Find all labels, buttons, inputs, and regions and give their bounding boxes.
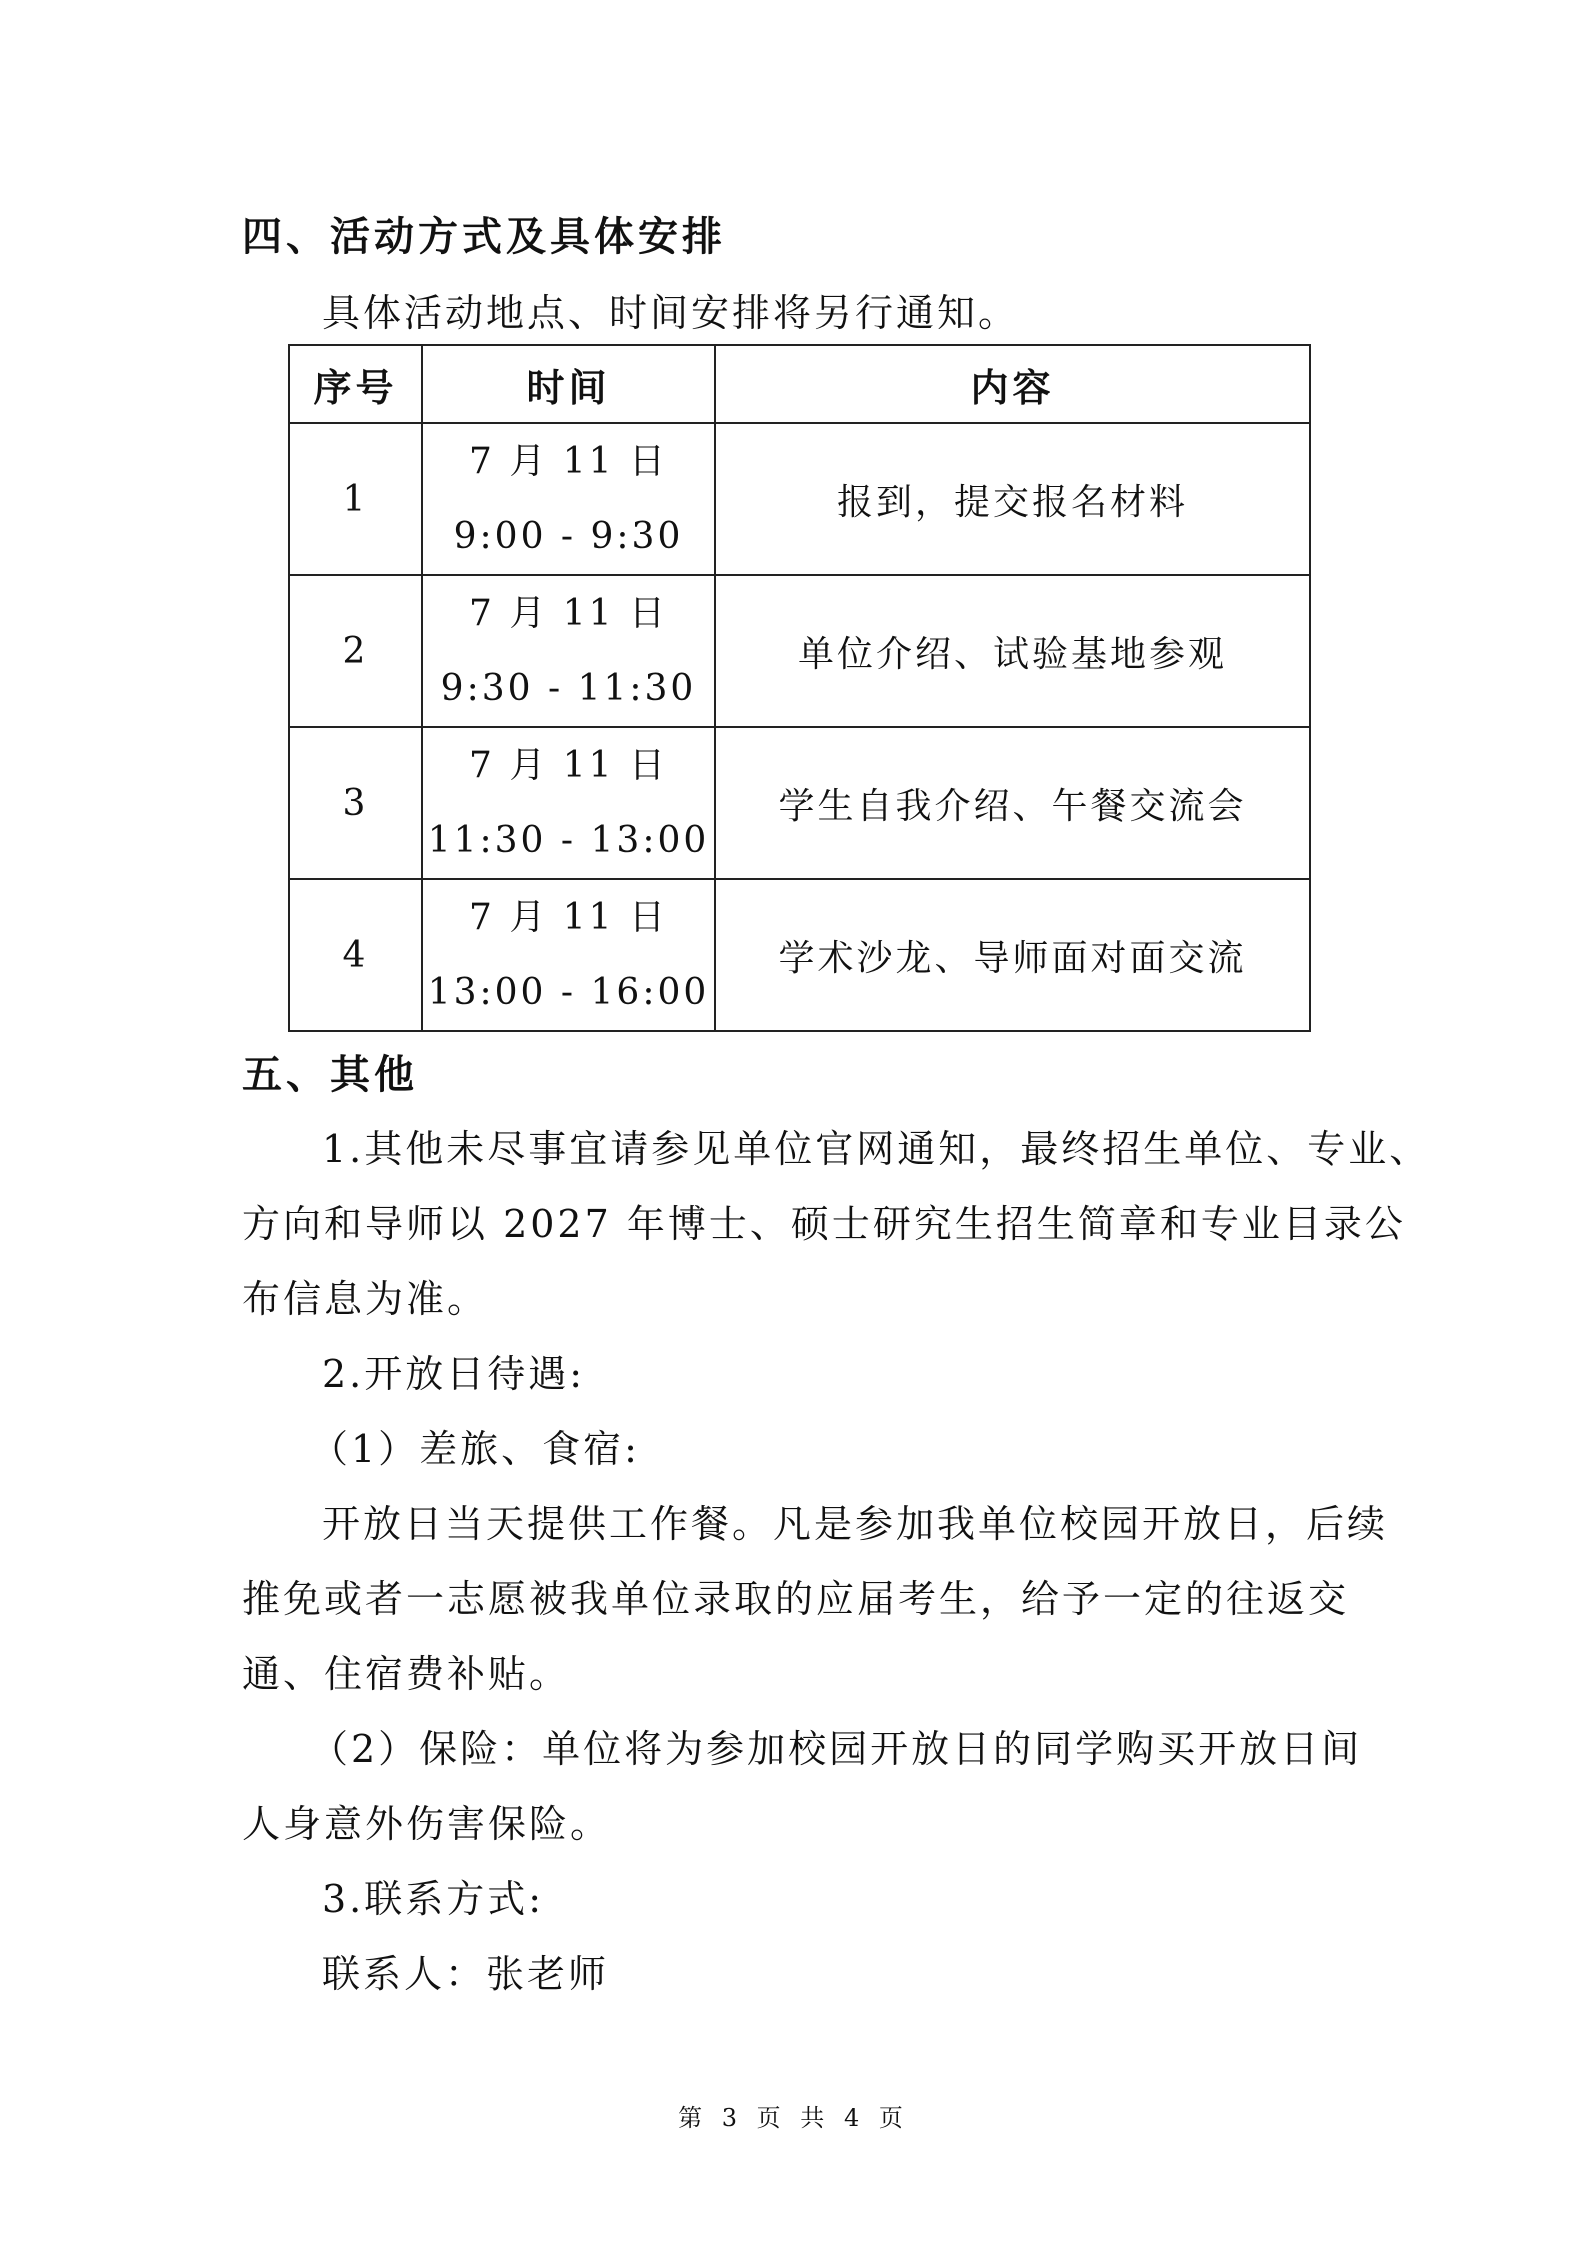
paragraph-4-line-2: 推免或者一志愿被我单位录取的应届考生，给予一定的往返交	[242, 1577, 1350, 1621]
row-time-range: 9:00 - 9:30	[453, 516, 684, 557]
row-date: 7 月 11 日	[468, 441, 669, 482]
table-header-row	[289, 345, 1310, 423]
row-no: 4	[289, 879, 422, 1031]
row-time-range: 13:00 - 16:00	[427, 972, 710, 1013]
row-date: 7 月 11 日	[468, 897, 669, 938]
header-no: 序号	[289, 345, 422, 423]
paragraph-6: 3.联系方式:	[322, 1877, 545, 1921]
row-date: 7 月 11 日	[468, 745, 669, 786]
paragraph-4-line-1: 开放日当天提供工作餐。凡是参加我单位校园开放日，后续	[322, 1502, 1389, 1546]
row-time	[422, 879, 715, 1031]
paragraph-2: 2.开放日待遇:	[322, 1352, 586, 1396]
table-row	[289, 727, 1310, 879]
paragraph-4-line-3: 通、住宿费补贴。	[242, 1652, 571, 1696]
row-time	[422, 575, 715, 727]
paragraph-1-line-3: 布信息为准。	[242, 1277, 489, 1321]
row-time-range: 9:30 - 11:30	[440, 668, 697, 709]
table-row	[289, 423, 1310, 575]
row-no: 2	[289, 575, 422, 727]
page-number-footer: 第 3 页 共 4 页	[678, 2104, 909, 2132]
row-content: 报到，提交报名材料	[715, 423, 1310, 575]
section-4-intro	[242, 276, 1347, 351]
row-content: 学术沙龙、导师面对面交流	[715, 879, 1310, 1031]
paragraph-7: 联系人：张老师	[322, 1952, 610, 1996]
row-time	[422, 727, 715, 879]
schedule-table	[288, 344, 1311, 1032]
table-row	[289, 879, 1310, 1031]
table-row	[289, 575, 1310, 727]
header-time: 时间	[422, 345, 715, 423]
row-content: 单位介绍、试验基地参观	[715, 575, 1310, 727]
row-date: 7 月 11 日	[468, 593, 669, 634]
header-content: 内容	[715, 345, 1310, 423]
row-no: 1	[289, 423, 422, 575]
intro-line: 具体活动地点、时间安排将另行通知。	[322, 291, 1020, 335]
paragraph-3: （1）差旅、食宿:	[310, 1427, 640, 1471]
row-time-range: 11:30 - 13:00	[427, 820, 710, 861]
paragraph-1-line-2: 方向和导师以 2027 年博士、硕士研究生招生简章和专业目录公	[242, 1202, 1406, 1246]
section-4-heading: 四、活动方式及具体安排	[242, 214, 726, 260]
row-content: 学生自我介绍、午餐交流会	[715, 727, 1310, 879]
paragraph-1-line-1: 1.其他未尽事宜请参见单位官网通知，最终招生单位、专业、	[322, 1127, 1431, 1171]
row-no: 3	[289, 727, 422, 879]
section-5-body	[242, 1112, 1431, 2012]
paragraph-5-line-2: 人身意外伤害保险。	[242, 1802, 612, 1846]
paragraph-5-line-1: （2）保险：单位将为参加校园开放日的同学购买开放日间	[310, 1727, 1363, 1771]
section-5-heading: 五、其他	[242, 1052, 418, 1098]
row-time	[422, 423, 715, 575]
